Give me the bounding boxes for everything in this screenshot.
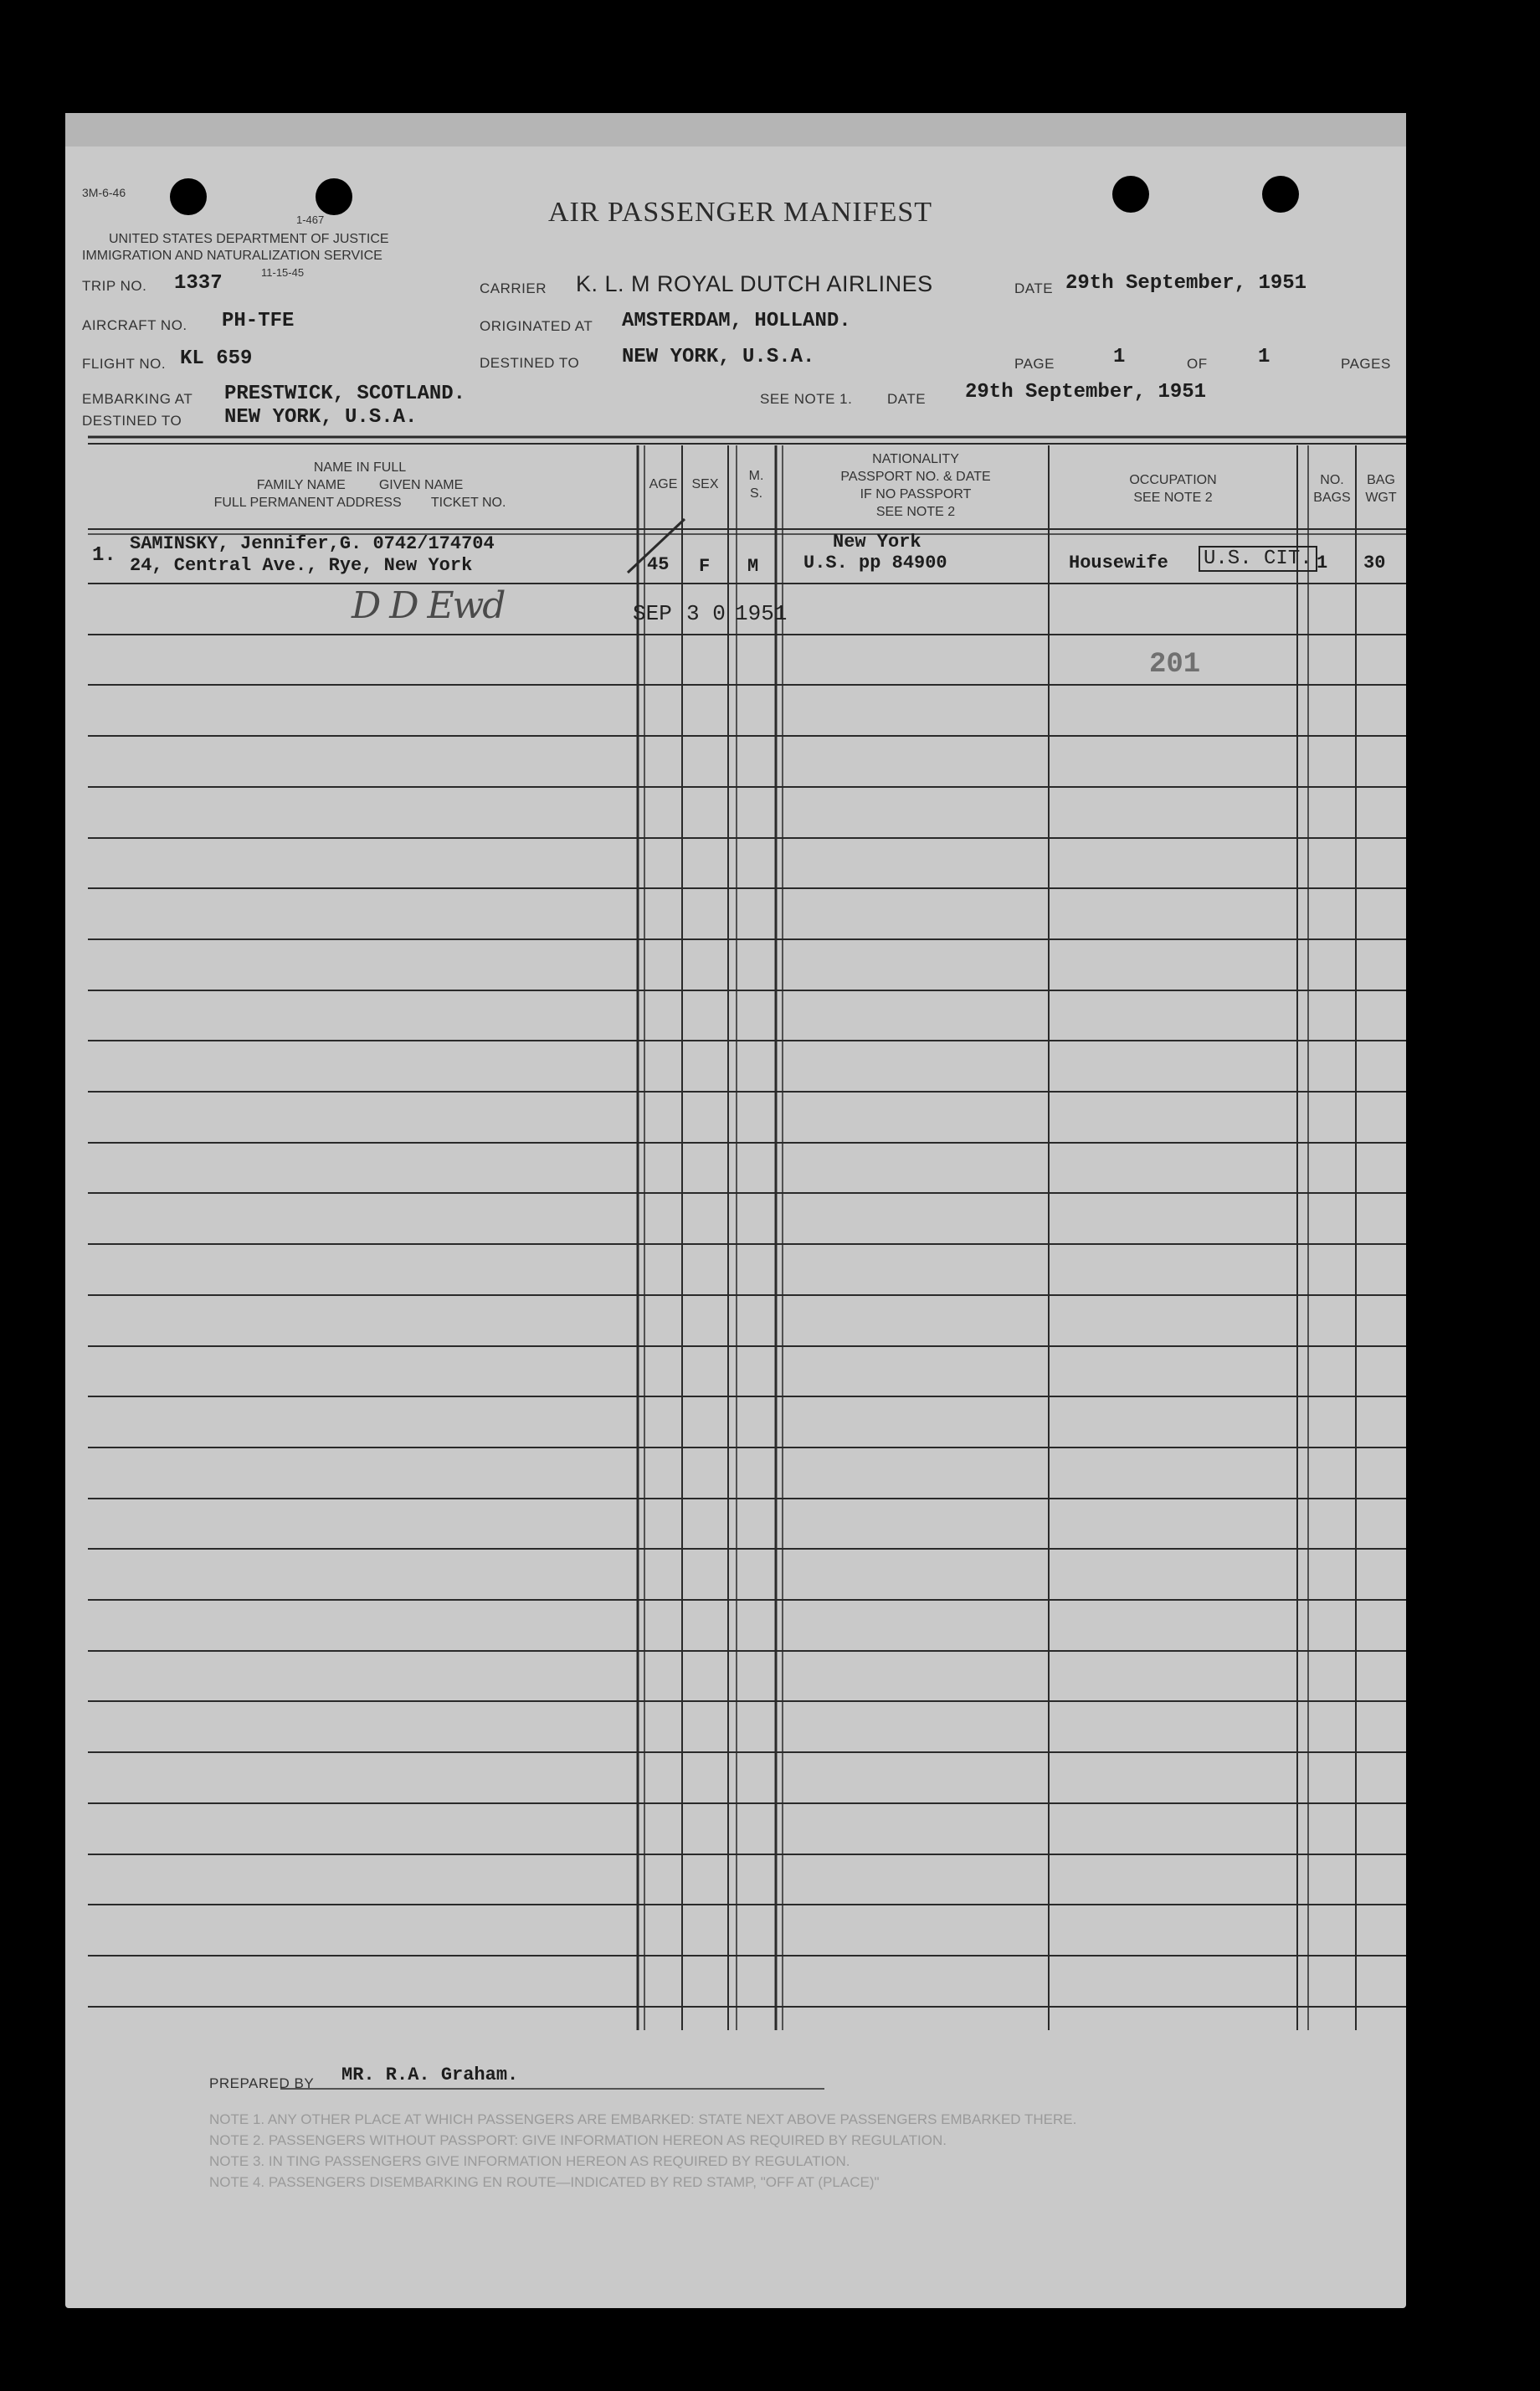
- citizenship-stamp: U.S. CIT.: [1199, 546, 1317, 572]
- column-header-nationality-line: SEE NOTE 2: [875, 505, 956, 519]
- destined-to-value: NEW YORK, U.S.A.: [224, 406, 418, 429]
- form-number: 3M-6-46: [82, 186, 126, 199]
- column-header-ms-line: S.: [749, 486, 763, 501]
- column-header-ms-line: M.: [748, 469, 764, 483]
- column-header-weight-line: BAG: [1367, 473, 1395, 487]
- column-header-nationality-line: IF NO PASSPORT: [860, 487, 972, 501]
- page-title: AIR PASSENGER MANIFEST: [548, 197, 933, 228]
- page-label: PAGE: [1014, 356, 1055, 372]
- note-line: NOTE 4. PASSENGERS DISEMBARKING EN ROUTE—INDICATED BY RED STAMP, "OFF AT (PLACE)": [209, 2174, 880, 2190]
- originated-at-value: AMSTERDAM, HOLLAND.: [622, 310, 851, 332]
- aircraft-no-value: PH-TFE: [222, 310, 295, 332]
- note-line: NOTE 1. ANY OTHER PLACE AT WHICH PASSENGERS ARE EMBARKED: STATE NEXT ABOVE PASSENGERS EMBARKED THERE.: [209, 2111, 1077, 2127]
- agency-line-1: UNITED STATES DEPARTMENT OF JUSTICE: [109, 232, 389, 246]
- carrier-value: K. L. M ROYAL DUTCH AIRLINES: [576, 271, 933, 296]
- passenger-number: 1.: [92, 544, 116, 567]
- of-value: 1: [1258, 346, 1270, 368]
- passenger-passport: U.S. pp 84900: [803, 553, 947, 573]
- passenger-address: 24, Central Ave., Rye, New York: [130, 555, 473, 576]
- of-label: OF: [1187, 356, 1208, 372]
- column-header-bags-line: BAGS: [1313, 491, 1351, 505]
- column-header-name-line: NAME IN FULL: [313, 460, 407, 475]
- date-stamp-day: 3 0: [686, 601, 726, 626]
- column-header-nationality: [783, 450, 1049, 521]
- date-value-2: 29th September, 1951: [965, 381, 1207, 404]
- inspector-signature: D D Ewd: [352, 584, 505, 627]
- passenger-occupation: Housewife: [1069, 553, 1168, 573]
- see-note-1-label: SEE NOTE 1.: [760, 391, 853, 407]
- flight-no-label: FLIGHT NO.: [82, 356, 167, 372]
- column-header-name-line: FULL PERMANENT ADDRESS TICKET NO.: [213, 496, 506, 510]
- column-header-name: [180, 459, 540, 512]
- column-header-bags: [1308, 471, 1356, 506]
- pages-label: PAGES: [1341, 356, 1391, 372]
- flight-no-value: KL 659: [180, 347, 253, 370]
- embarking-at-label: EMBARKING AT: [82, 391, 193, 407]
- passenger-bag-weight: 30: [1363, 553, 1386, 573]
- date-label-2: DATE: [887, 391, 927, 407]
- number-stamp: 201: [1149, 649, 1201, 681]
- column-header-nationality-line: PASSPORT NO. & DATE: [840, 470, 991, 484]
- note-line: NOTE 3. IN TING PASSENGERS GIVE INFORMATION HEREON AS REQUIRED BY REGULATION.: [209, 2153, 850, 2169]
- agency-line-2: IMMIGRATION AND NATURALIZATION SERVICE: [82, 249, 382, 263]
- carrier-label: CARRIER: [480, 280, 547, 296]
- age-slash-mark: [619, 512, 695, 579]
- destined-to-label: DESTINED TO: [82, 413, 182, 429]
- prepared-by-value: MR. R.A. Graham.: [341, 2064, 519, 2085]
- column-header-bags-line: NO.: [1320, 473, 1344, 487]
- passenger-nationality: New York: [833, 532, 921, 553]
- passenger-sex: F: [699, 556, 711, 577]
- originated-at-label: ORIGINATED AT: [480, 318, 593, 334]
- aircraft-no-label: AIRCRAFT NO.: [82, 317, 187, 333]
- embarking-at-value: PRESTWICK, SCOTLAND.: [224, 383, 466, 405]
- destined-to-label-2: DESTINED TO: [480, 355, 580, 371]
- column-header-sex: SEX: [691, 477, 719, 491]
- date-stamp-year: 1951: [735, 601, 788, 626]
- date-value: 29th September, 1951: [1065, 272, 1307, 295]
- column-header-ms: [737, 467, 776, 502]
- prepared-by-label: PREPARED BY: [209, 2075, 315, 2091]
- column-header-name-line: FAMILY NAME GIVEN NAME: [256, 478, 464, 492]
- trip-no-label: TRIP NO.: [82, 278, 147, 294]
- column-header-occupation-line: OCCUPATION: [1129, 473, 1217, 487]
- page-value: 1: [1113, 346, 1126, 368]
- passenger-bags: 1: [1317, 553, 1328, 573]
- column-header-weight: [1358, 471, 1404, 506]
- note-line: NOTE 2. PASSENGERS WITHOUT PASSPORT: GIVE INFORMATION HEREON AS REQUIRED BY REGULATION.: [209, 2132, 947, 2148]
- column-header-occupation: [1049, 471, 1297, 506]
- date-stamp-month: SEP: [633, 601, 672, 626]
- form-date-code: 11-15-45: [261, 266, 305, 279]
- column-header-age: AGE: [649, 477, 678, 491]
- form-code: 1-467: [296, 213, 325, 226]
- column-header-occupation-line: SEE NOTE 2: [1133, 491, 1213, 505]
- passenger-age: 45: [647, 554, 670, 575]
- destined-to-value-2: NEW YORK, U.S.A.: [622, 346, 815, 368]
- column-header-weight-line: WGT: [1365, 491, 1397, 505]
- column-header-nationality-line: NATIONALITY: [872, 452, 959, 466]
- passenger-name: SAMINSKY, Jennifer,G. 0742/174704: [130, 533, 495, 554]
- date-label: DATE: [1014, 280, 1054, 296]
- passenger-marital-status: M: [747, 556, 759, 577]
- trip-no-value: 1337: [174, 272, 223, 295]
